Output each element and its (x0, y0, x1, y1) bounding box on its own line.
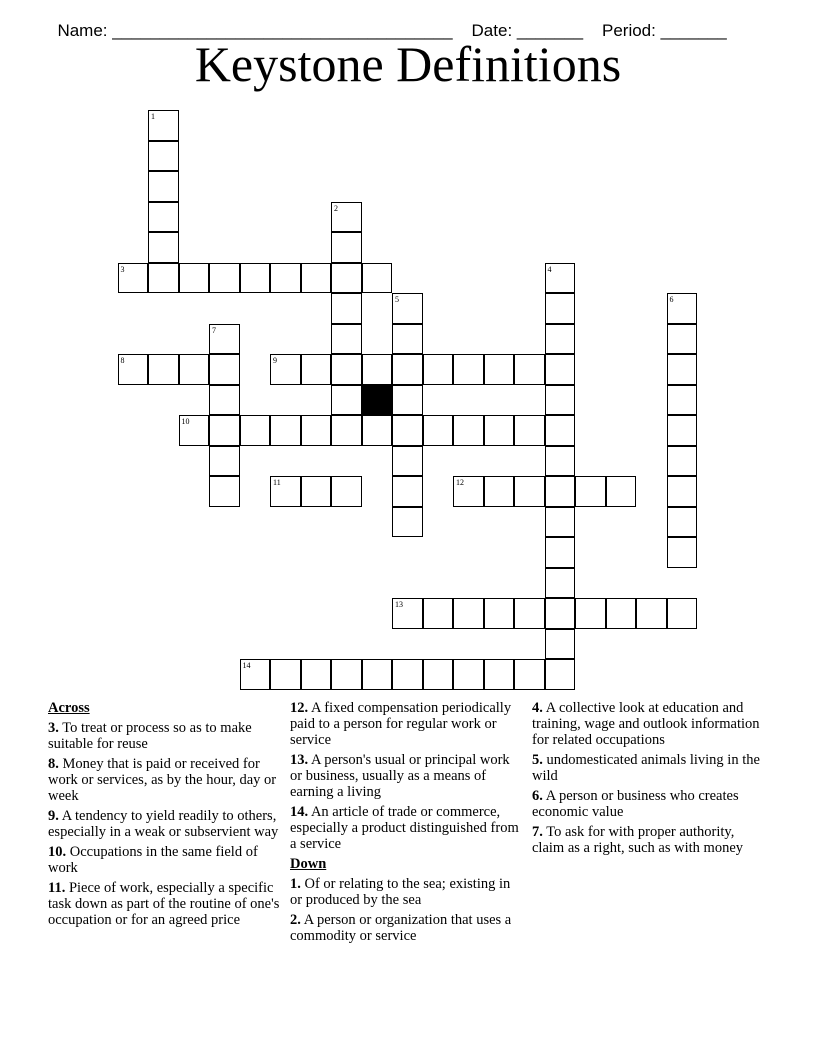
grid-cell[interactable] (392, 385, 423, 416)
clue-item (532, 824, 764, 856)
grid-cell[interactable] (179, 354, 210, 385)
grid-cell[interactable] (270, 263, 301, 294)
grid-cell[interactable] (392, 354, 423, 385)
grid-cell[interactable] (514, 415, 545, 446)
grid-cell[interactable] (423, 415, 454, 446)
clue-number: 1 (151, 112, 155, 121)
grid-cell[interactable] (209, 446, 240, 477)
clue-number-label: 5. (532, 752, 543, 768)
clue-number: 5 (395, 295, 399, 304)
grid-cell[interactable] (453, 476, 484, 507)
grid-cell[interactable] (423, 354, 454, 385)
grid-cell[interactable] (270, 659, 301, 690)
grid-cell[interactable] (331, 202, 362, 233)
clue-item (532, 788, 764, 820)
grid-cell[interactable] (209, 476, 240, 507)
clue-text: An article of trade or commerce, especially a product distinguished from a service (290, 804, 519, 852)
grid-cell[interactable] (514, 476, 545, 507)
grid-cell[interactable] (331, 415, 362, 446)
grid-cell[interactable] (545, 415, 576, 446)
grid-cell[interactable] (148, 110, 179, 141)
grid-cell[interactable] (392, 415, 423, 446)
grid-cell[interactable] (575, 598, 606, 629)
grid-cell[interactable] (453, 415, 484, 446)
clue-number-label: 8. (48, 756, 59, 772)
clues-column-1 (48, 700, 280, 932)
clue-number: 6 (669, 295, 674, 304)
grid-cell[interactable] (484, 354, 515, 385)
clue-item (48, 720, 280, 752)
clue-text: A tendency to yield readily to others, especially in a weak or subservient way (48, 808, 279, 840)
clue-number: 3 (120, 264, 125, 274)
grid-cell[interactable] (423, 659, 454, 690)
grid-cell[interactable] (545, 537, 576, 568)
clue-text: Piece of work, especially a specific task down as part of the routine of one's occupation or for an agreed price (48, 880, 280, 928)
grid-cell[interactable] (148, 354, 179, 385)
clue-item (290, 700, 522, 748)
grid-cell[interactable] (118, 263, 149, 294)
grid-cell[interactable] (118, 354, 149, 385)
grid-cell[interactable] (667, 415, 698, 446)
clue-text: To ask for with proper authority, claim as a right, such as with money (532, 824, 744, 856)
grid-cell[interactable] (331, 324, 362, 355)
clue-number: 9 (273, 356, 277, 365)
clue-item (48, 756, 280, 804)
clue-item (290, 804, 522, 852)
grid-cell[interactable] (453, 659, 484, 690)
grid-cell[interactable] (148, 171, 179, 202)
grid-cell[interactable] (209, 354, 240, 385)
across-heading: Across (48, 700, 90, 716)
period-label: Period: (601, 21, 661, 40)
grid-cell[interactable] (362, 263, 393, 294)
clue-text: undomesticated animals living in the wild (532, 752, 760, 784)
grid-cell[interactable] (209, 385, 240, 416)
grid-cell[interactable] (514, 659, 545, 690)
grid-cell[interactable] (392, 598, 423, 629)
clue-text: A person or organization that uses a commodity or service (290, 912, 512, 944)
grid-cell[interactable] (484, 476, 515, 507)
grid-cell[interactable] (148, 263, 179, 294)
grid-cell[interactable] (179, 263, 210, 294)
clue-number: 11 (273, 478, 281, 487)
clue-number-label: 1. (290, 876, 301, 892)
grid-cell[interactable] (667, 507, 698, 538)
grid-cell[interactable] (148, 141, 179, 172)
grid-cell[interactable] (636, 598, 667, 629)
clue-number: 8 (120, 356, 125, 365)
clue-item (48, 880, 280, 928)
grid-cell[interactable] (606, 598, 637, 629)
grid-cell[interactable] (331, 232, 362, 263)
grid-cell[interactable] (362, 659, 393, 690)
clue-text: A collective look at education and training, wage and outlook information for related occupations (532, 700, 760, 748)
grid-cell[interactable] (484, 659, 515, 690)
date-field[interactable]: _______ (516, 21, 584, 40)
grid-cell[interactable] (331, 385, 362, 416)
grid-cell[interactable] (148, 232, 179, 263)
clue-item (532, 700, 764, 748)
clue-text: A person's usual or principal work or business, usually as a means of earning a living (290, 752, 510, 800)
clue-number-label: 2. (290, 912, 301, 928)
grid-cell[interactable] (514, 354, 545, 385)
clues-column-3 (532, 700, 764, 860)
clue-number-label: 11. (48, 880, 66, 896)
down-heading: Down (290, 856, 327, 872)
grid-cell[interactable] (301, 476, 332, 507)
grid-cell[interactable] (209, 415, 240, 446)
grid-cell[interactable] (301, 659, 332, 690)
grid-cell[interactable] (484, 598, 515, 629)
grid-cell[interactable] (392, 446, 423, 477)
clue-number-label: 14. (290, 804, 309, 820)
grid-cell[interactable] (514, 598, 545, 629)
clue-item (290, 876, 522, 908)
grid-cell[interactable] (331, 659, 362, 690)
grid-cell[interactable] (362, 415, 393, 446)
clue-number-label: 12. (290, 700, 309, 716)
grid-cell[interactable] (545, 354, 576, 385)
grid-cell[interactable] (606, 476, 637, 507)
grid-cell[interactable] (301, 415, 332, 446)
grid-cell[interactable] (392, 293, 423, 324)
grid-cell[interactable] (545, 659, 576, 690)
page-title: Keystone Definitions (194, 36, 622, 92)
grid-cell[interactable] (331, 354, 362, 385)
grid-cell[interactable] (179, 415, 210, 446)
black-cell (362, 385, 393, 416)
name-field[interactable]: ____________________________________ (112, 21, 453, 40)
grid-cell[interactable] (392, 659, 423, 690)
grid-cell[interactable] (331, 476, 362, 507)
clue-text: A fixed compensation periodically paid to a person for regular work or service (290, 700, 512, 748)
clue-number: 4 (547, 264, 552, 274)
grid-cell[interactable] (667, 293, 698, 324)
grid-cell[interactable] (667, 324, 698, 355)
grid-cell[interactable] (545, 324, 576, 355)
grid-cell[interactable] (270, 476, 301, 507)
clue-item (290, 912, 522, 944)
clue-text: Money that is paid or received for work or services, as by the hour, day or week (48, 756, 277, 804)
grid-cell[interactable] (484, 415, 515, 446)
clue-text: To treat or process so as to make suitable for reuse (48, 720, 252, 752)
grid-cell[interactable] (545, 629, 576, 660)
grid-cell[interactable] (301, 263, 332, 294)
name-label: Name: (57, 21, 113, 40)
clue-number: 12 (456, 478, 464, 487)
clue-item (290, 752, 522, 800)
clue-number-label: 10. (48, 844, 67, 860)
grid-cell[interactable] (148, 202, 179, 233)
grid-cell[interactable] (545, 507, 576, 538)
clue-number-label: 3. (48, 720, 59, 736)
grid-cell[interactable] (667, 354, 698, 385)
grid-cell[interactable] (545, 598, 576, 629)
grid-cell[interactable] (392, 507, 423, 538)
clue-number: 13 (395, 600, 403, 609)
grid-cell[interactable] (270, 354, 301, 385)
grid-cell[interactable] (667, 446, 698, 477)
grid-cell[interactable] (545, 476, 576, 507)
grid-cell[interactable] (392, 324, 423, 355)
grid-cell[interactable] (545, 263, 576, 294)
clue-text: A person or business who creates economic value (532, 788, 739, 820)
clue-number: 10 (181, 417, 190, 426)
clue-item (48, 808, 280, 840)
clue-number-label: 13. (290, 752, 309, 768)
grid-cell[interactable] (209, 324, 240, 355)
clue-number: 2 (334, 203, 338, 213)
clue-text: Occupations in the same field of work (48, 844, 258, 876)
grid-cell[interactable] (545, 446, 576, 477)
grid-cell[interactable] (453, 354, 484, 385)
grid-cell[interactable] (667, 476, 698, 507)
grid-cell[interactable] (453, 598, 484, 629)
grid-cell[interactable] (331, 263, 362, 294)
grid-cell[interactable] (667, 537, 698, 568)
clue-number: 7 (212, 325, 216, 335)
grid-cell[interactable] (667, 385, 698, 416)
period-field[interactable]: _______ (660, 21, 727, 40)
grid-cell[interactable] (392, 476, 423, 507)
grid-cell[interactable] (545, 568, 576, 599)
clue-number: 14 (242, 661, 251, 670)
grid-cell[interactable] (667, 598, 698, 629)
grid-cell[interactable] (575, 476, 606, 507)
grid-cell[interactable] (209, 263, 240, 294)
clue-item (48, 844, 280, 876)
grid-cell[interactable] (270, 415, 301, 446)
grid-cell[interactable] (240, 415, 271, 446)
grid-cell[interactable] (240, 263, 271, 294)
grid-cell[interactable] (423, 598, 454, 629)
grid-cell[interactable] (331, 293, 362, 324)
clue-number-label: 9. (48, 808, 59, 824)
clue-number-label: 7. (532, 824, 543, 840)
grid-cell[interactable] (301, 354, 332, 385)
grid-cell[interactable] (545, 293, 576, 324)
clues-column-2 (290, 700, 522, 948)
clue-number-label: 4. (532, 700, 543, 716)
clue-text: Of or relating to the sea; existing in or produced by the sea (290, 876, 511, 908)
grid-cell[interactable] (240, 659, 271, 690)
grid-cell[interactable] (545, 385, 576, 416)
clue-item (532, 752, 764, 784)
clue-number-label: 6. (532, 788, 543, 804)
date-label: Date: (471, 21, 517, 40)
grid-cell[interactable] (362, 354, 393, 385)
